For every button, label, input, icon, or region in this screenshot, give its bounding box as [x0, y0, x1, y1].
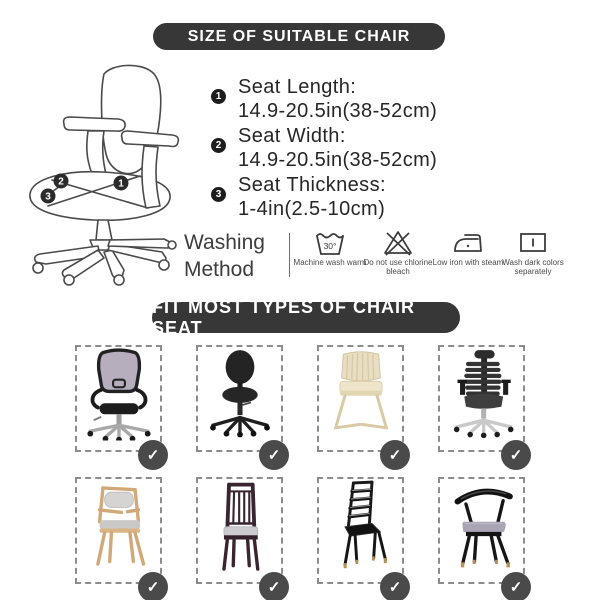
size-spec-list	[211, 75, 481, 222]
chair-measurement-diagram	[12, 62, 210, 287]
check-icon: ✓	[138, 572, 168, 600]
diagram-left-armrest-pad	[64, 117, 126, 131]
size-section-title: SIZE OF SUITABLE CHAIR	[187, 27, 411, 45]
check-icon: ✓	[380, 572, 410, 600]
spec-value-seat-thickness: 1-4in(2.5-10cm)	[238, 198, 386, 220]
spec-label-seat-thickness: Seat Thickness:	[238, 174, 386, 196]
spec-value-seat-width: 14.9-20.5in(38-52cm)	[238, 149, 438, 171]
care-label-machine-wash: Machine wash warm	[293, 258, 367, 267]
diagram-right-armrest-post	[142, 146, 160, 208]
fit-section-banner	[152, 296, 460, 338]
care-label-low-iron: Low iron with steam	[432, 258, 504, 267]
size-section-banner	[153, 23, 445, 50]
chair-cell-2	[196, 345, 283, 464]
care-label-no-bleach: Do not use chlorine bleach	[363, 258, 433, 276]
care-low-iron	[431, 228, 505, 267]
check-icon: ✓	[501, 572, 531, 600]
diagram-marker-3: 3	[45, 191, 51, 203]
washing-divider	[289, 233, 290, 277]
spec-label-seat-width: Seat Width:	[238, 125, 346, 147]
chair-cell-4	[438, 345, 525, 464]
spec-value-seat-length: 14.9-20.5in(38-52cm)	[238, 100, 438, 122]
diagram-left-armrest-post	[87, 131, 106, 174]
spec-bullet-2: 2	[211, 138, 226, 153]
washing-method-label: Washing Method	[184, 231, 265, 281]
fabric-task-chair-image	[202, 348, 278, 441]
dark-wood-slat-dining-chair-image	[202, 480, 278, 573]
care-no-bleach	[361, 228, 435, 276]
do-not-bleach-icon	[381, 228, 415, 256]
mesh-office-chair-image	[81, 348, 157, 441]
spec-bullet-1: 1	[211, 89, 226, 104]
check-icon: ✓	[501, 440, 531, 470]
chair-cell-5	[75, 477, 162, 596]
spec-row-seat-thickness	[211, 173, 481, 221]
chair-cell-3	[317, 345, 404, 464]
ergonomic-spine-office-chair-image	[444, 348, 520, 441]
svg-text:30°: 30°	[323, 241, 337, 251]
horn-style-dining-chair-image	[444, 480, 520, 573]
wood-frame-armchair-image	[81, 480, 157, 573]
cream-sled-dining-chair-image	[323, 348, 399, 441]
low-iron-icon	[451, 228, 485, 256]
care-wash-dark	[496, 228, 570, 276]
spec-bullet-3: 3	[211, 187, 226, 202]
diagram-right-armrest-pad	[122, 131, 179, 147]
diagram-marker-2: 2	[58, 176, 64, 188]
spec-row-seat-width	[211, 124, 481, 172]
black-metal-ladder-chair-image	[323, 480, 399, 573]
chair-type-grid	[75, 345, 525, 596]
diagram-gas-lift	[96, 220, 112, 240]
machine-wash-30-icon	[313, 228, 347, 256]
chair-cell-6	[196, 477, 283, 596]
check-icon: ✓	[380, 440, 410, 470]
fit-section-title: FIT MOST TYPES OF CHAIR SEAT	[152, 296, 416, 338]
check-icon: ✓	[259, 572, 289, 600]
diagram-marker-1: 1	[118, 178, 124, 190]
chair-cell-7	[317, 477, 404, 596]
wash-dark-separately-icon	[516, 228, 550, 256]
spec-label-seat-length: Seat Length:	[238, 76, 357, 98]
care-label-wash-dark: Wash dark colors separately	[502, 258, 564, 276]
chair-cell-1	[75, 345, 162, 464]
spec-row-seat-length	[211, 75, 481, 123]
check-icon: ✓	[138, 440, 168, 470]
chair-cell-8	[438, 477, 525, 596]
care-machine-wash	[293, 228, 367, 267]
check-icon: ✓	[259, 440, 289, 470]
